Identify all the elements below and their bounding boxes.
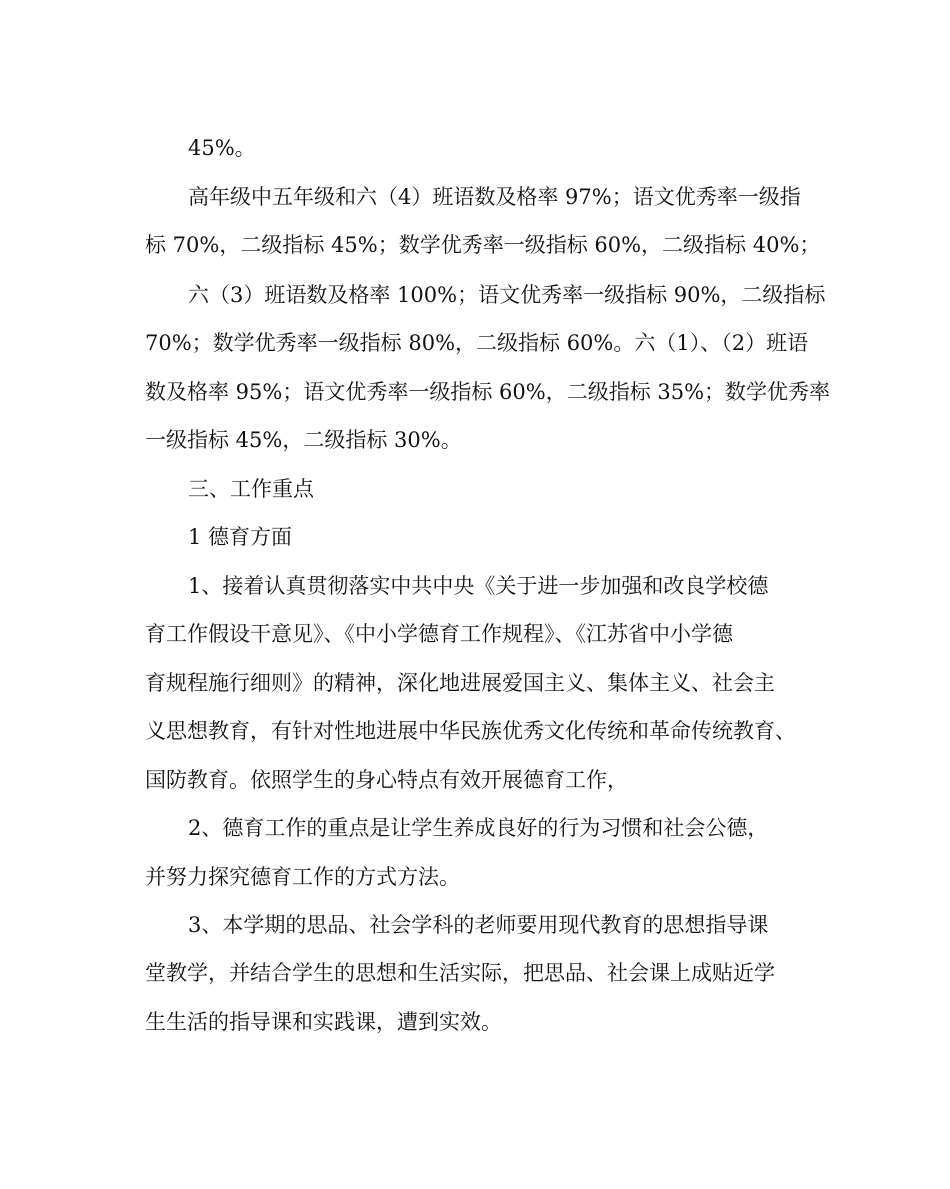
text-line: 堂教学，并结合学生的思想和生活实际，把思品、社会课上成贴近学: [145, 961, 775, 985]
text-line: 3、本学期的思品、社会学科的老师要用现代教育的思想指导课: [188, 913, 769, 937]
text-line: 六（3）班语数及格率 100%；语文优秀率一级指标 90%，二级指标: [188, 283, 826, 307]
text-line: 数及格率 95%；语文优秀率一级指标 60%，二级指标 35%；数学优秀率: [145, 380, 831, 404]
text-line: 70%；数学优秀率一级指标 80%，二级指标 60%。六（1）、（2）班语: [145, 331, 809, 355]
text-line: 生生活的指导课和实践课，遭到实效。: [145, 1010, 502, 1034]
text-line: 1、接着认真贯彻落实中共中央《关于进一步加强和改良学校德: [188, 574, 769, 598]
text-line: 义思想教育，有针对性地进展中华民族优秀文化传统和革命传统教育、: [145, 719, 796, 743]
text-line: 标 70%，二级指标 45%；数学优秀率一级指标 60%，二级指标 40%；: [145, 233, 821, 257]
text-line: 45%。: [188, 136, 256, 160]
text-line: 育工作假设干意见》、《中小学德育工作规程》、《江苏省中小学德: [145, 622, 733, 646]
text-line: 并努力探究德育工作的方式方法。: [145, 865, 460, 889]
subsection-heading: 1 德育方面: [188, 525, 293, 549]
text-line: 一级指标 45%，二级指标 30%。: [145, 428, 462, 452]
text-line: 高年级中五年级和六（4）班语数及格率 97%；语文优秀率一级指: [188, 185, 801, 209]
text-line: 2、德育工作的重点是让学生养成良好的行为习惯和社会公德，: [188, 816, 769, 840]
section-heading: 三、工作重点: [188, 477, 314, 501]
text-line: 育规程施行细则》的精神，深化地进展爱国主义、集体主义、社会主: [145, 671, 775, 695]
text-line: 国防教育。依照学生的身心特点有效开展德育工作，: [145, 768, 628, 792]
